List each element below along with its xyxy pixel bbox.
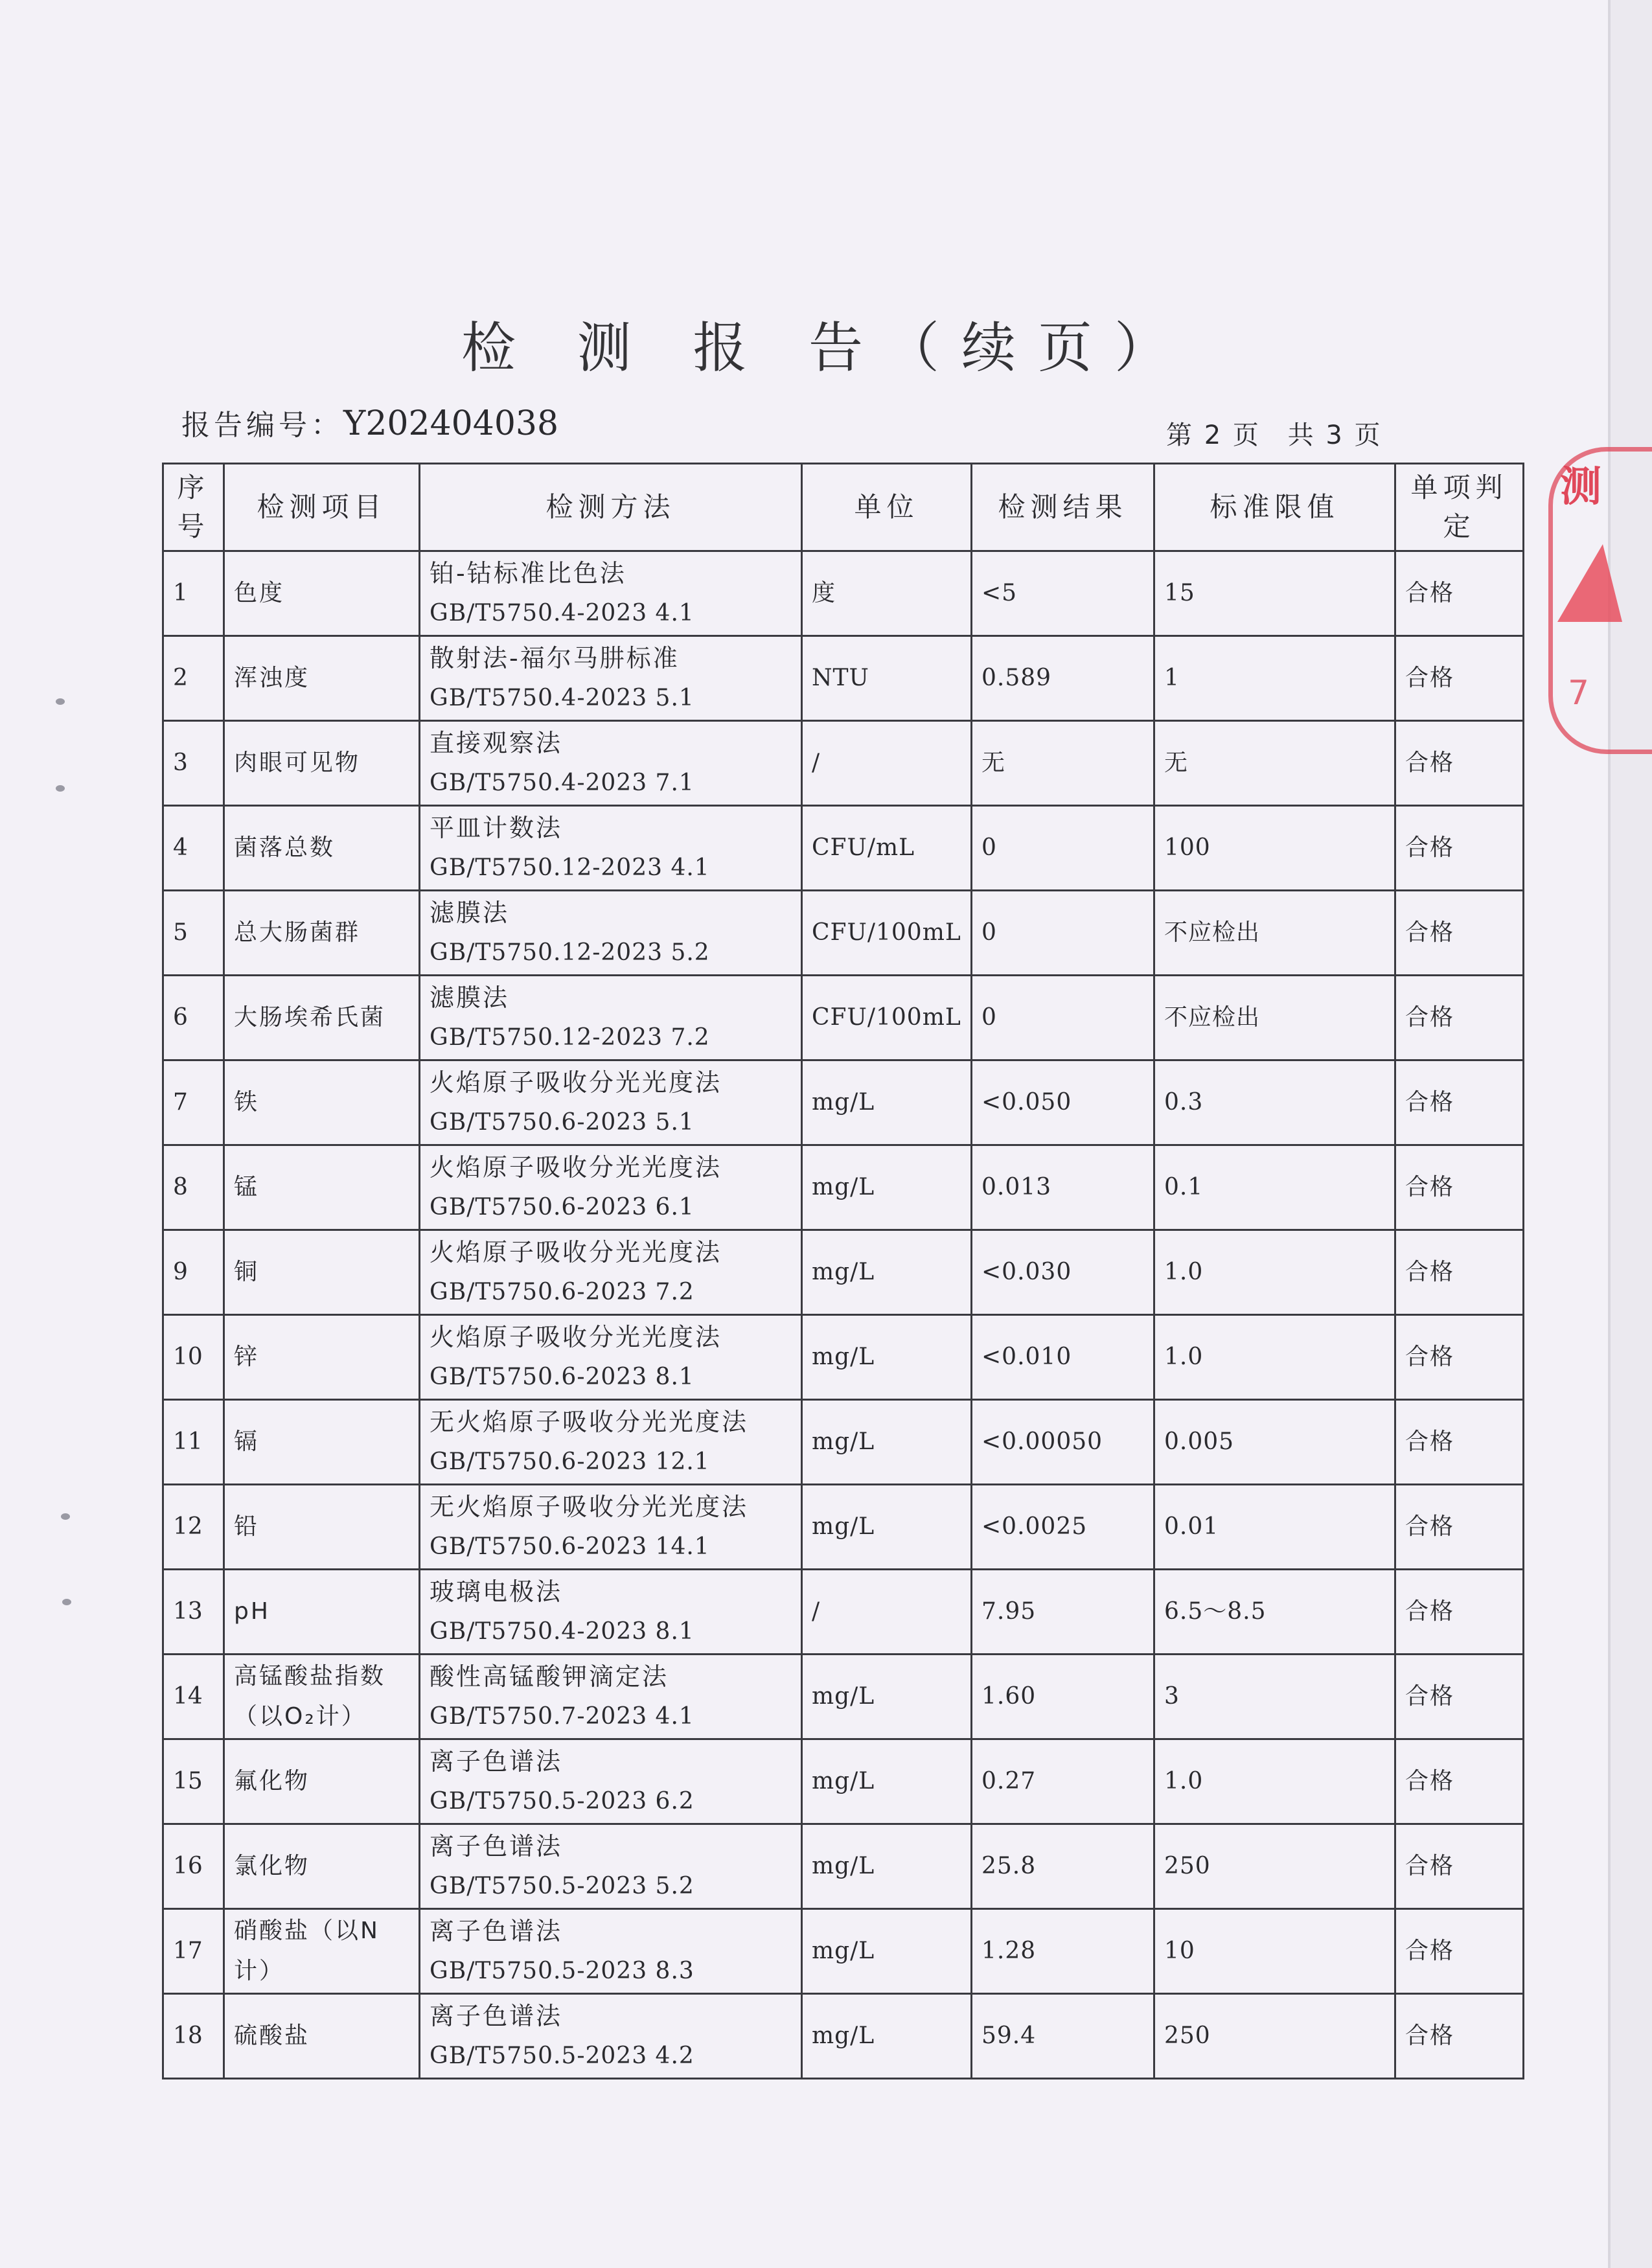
standard-limit: 3	[1154, 1655, 1395, 1739]
method-standard: GB/T5750.4-2023 8.1	[430, 1618, 694, 1645]
standard-limit: 1.0	[1154, 1739, 1395, 1824]
row-number: 2	[163, 636, 224, 721]
method-standard: GB/T5750.6-2023 6.1	[430, 1194, 694, 1220]
test-method	[420, 1145, 802, 1230]
judgement: 合格	[1395, 1909, 1524, 1994]
test-method	[420, 1060, 802, 1145]
table-row	[163, 806, 1524, 891]
method-name: 火焰原子吸收分光光度法	[430, 1238, 722, 1266]
table-row	[163, 1570, 1524, 1655]
unit: /	[802, 1570, 972, 1655]
table-row	[163, 1655, 1524, 1739]
unit: CFU/100mL	[802, 976, 972, 1060]
test-method	[420, 636, 802, 721]
test-method	[420, 1230, 802, 1315]
table-row	[163, 1230, 1524, 1315]
header-no: 序号	[163, 464, 224, 551]
method-name: 直接观察法	[430, 729, 563, 757]
method-standard: GB/T5750.5-2023 8.3	[430, 1958, 694, 1984]
test-results-table	[162, 463, 1524, 2079]
test-item: 锰	[224, 1145, 420, 1230]
judgement: 合格	[1395, 1060, 1524, 1145]
method-name: 滤膜法	[430, 983, 510, 1012]
unit: NTU	[802, 636, 972, 721]
judgement: 合格	[1395, 1570, 1524, 1655]
standard-limit: 0.3	[1154, 1060, 1395, 1145]
report-number-label: 报告编号：	[181, 409, 343, 442]
test-result: 0	[972, 976, 1154, 1060]
test-method	[420, 1909, 802, 1994]
test-item: 色度	[224, 551, 420, 636]
table-row	[163, 1994, 1524, 2079]
test-item: 氯化物	[224, 1824, 420, 1909]
method-name: 无火焰原子吸收分光光度法	[430, 1493, 749, 1521]
test-result: <0.050	[972, 1060, 1154, 1145]
row-number: 14	[163, 1655, 224, 1739]
row-number: 1	[163, 551, 224, 636]
test-item: 铜	[224, 1230, 420, 1315]
test-method	[420, 1994, 802, 2079]
standard-limit: 1	[1154, 636, 1395, 721]
test-result: 0.27	[972, 1739, 1154, 1824]
header-unit: 单位	[802, 464, 972, 551]
standard-limit: 无	[1154, 721, 1395, 806]
unit: mg/L	[802, 1994, 972, 2079]
page-number: 第 2 页	[1166, 420, 1259, 450]
method-standard: GB/T5750.4-2023 7.1	[430, 770, 694, 796]
row-number: 10	[163, 1315, 224, 1400]
unit: mg/L	[802, 1909, 972, 1994]
table-row	[163, 1739, 1524, 1824]
method-name: 离子色谱法	[430, 2002, 563, 2030]
table-row	[163, 976, 1524, 1060]
table-row	[163, 1824, 1524, 1909]
table-row	[163, 636, 1524, 721]
header-method: 检测方法	[420, 464, 802, 551]
test-result: 1.28	[972, 1909, 1154, 1994]
standard-limit: 250	[1154, 1824, 1395, 1909]
standard-limit: 15	[1154, 551, 1395, 636]
row-number: 9	[163, 1230, 224, 1315]
unit: mg/L	[802, 1655, 972, 1739]
table-header-row	[163, 464, 1524, 551]
test-result: <0.010	[972, 1315, 1154, 1400]
judgement: 合格	[1395, 806, 1524, 891]
judgement: 合格	[1395, 1315, 1524, 1400]
method-name: 离子色谱法	[430, 1747, 563, 1776]
method-name: 离子色谱法	[430, 1917, 563, 1945]
judgement: 合格	[1395, 891, 1524, 976]
report-title: 检 测 报 告（续页）	[461, 316, 1191, 380]
unit: mg/L	[802, 1230, 972, 1315]
method-name: 火焰原子吸收分光光度法	[430, 1068, 722, 1097]
test-item: 浑浊度	[224, 636, 420, 721]
test-result: <0.00050	[972, 1400, 1154, 1485]
unit: mg/L	[802, 1824, 972, 1909]
test-method	[420, 1315, 802, 1400]
test-item: 硫酸盐	[224, 1994, 420, 2079]
test-result: <5	[972, 551, 1154, 636]
row-number: 3	[163, 721, 224, 806]
table-row	[163, 551, 1524, 636]
unit: mg/L	[802, 1060, 972, 1145]
test-method	[420, 976, 802, 1060]
standard-limit: 不应检出	[1154, 891, 1395, 976]
test-method	[420, 1739, 802, 1824]
test-method	[420, 551, 802, 636]
test-result: 无	[972, 721, 1154, 806]
standard-limit: 1.0	[1154, 1230, 1395, 1315]
row-number: 11	[163, 1400, 224, 1485]
unit: mg/L	[802, 1315, 972, 1400]
judgement: 合格	[1395, 1230, 1524, 1315]
seal-text-top: 测	[1560, 463, 1601, 511]
method-name: 平皿计数法	[430, 814, 563, 842]
test-result: 59.4	[972, 1994, 1154, 2079]
table-row	[163, 1315, 1524, 1400]
test-result: 0.013	[972, 1145, 1154, 1230]
seal-text-bottom: 7	[1568, 674, 1590, 713]
standard-limit: 0.005	[1154, 1400, 1395, 1485]
row-number: 5	[163, 891, 224, 976]
test-item: 铁	[224, 1060, 420, 1145]
method-name: 铂-钴标准比色法	[430, 559, 626, 588]
unit: /	[802, 721, 972, 806]
test-item: 菌落总数	[224, 806, 420, 891]
test-item: 铅	[224, 1485, 420, 1570]
test-method	[420, 891, 802, 976]
report-number-line	[181, 402, 558, 443]
test-method	[420, 1655, 802, 1739]
method-name: 离子色谱法	[430, 1832, 563, 1861]
table-row	[163, 1060, 1524, 1145]
standard-limit: 10	[1154, 1909, 1395, 1994]
judgement: 合格	[1395, 1485, 1524, 1570]
standard-limit: 100	[1154, 806, 1395, 891]
test-item: 高锰酸盐指数（以O₂计）	[224, 1655, 420, 1739]
test-item: pH	[224, 1570, 420, 1655]
judgement: 合格	[1395, 721, 1524, 806]
method-standard: GB/T5750.6-2023 5.1	[430, 1109, 694, 1136]
test-item: 硝酸盐（以N计）	[224, 1909, 420, 1994]
page-indicator	[1166, 415, 1397, 452]
test-result: <0.030	[972, 1230, 1154, 1315]
method-standard: GB/T5750.6-2023 12.1	[430, 1449, 710, 1475]
test-item: 总大肠菌群	[224, 891, 420, 976]
judgement: 合格	[1395, 636, 1524, 721]
method-standard: GB/T5750.6-2023 8.1	[430, 1364, 694, 1390]
test-method	[420, 1400, 802, 1485]
unit: mg/L	[802, 1485, 972, 1570]
method-name: 酸性高锰酸钾滴定法	[430, 1662, 669, 1691]
standard-limit: 0.1	[1154, 1145, 1395, 1230]
table-row	[163, 891, 1524, 976]
test-result: 1.60	[972, 1655, 1154, 1739]
row-number: 8	[163, 1145, 224, 1230]
method-name: 火焰原子吸收分光光度法	[430, 1323, 722, 1351]
standard-limit: 1.0	[1154, 1315, 1395, 1400]
judgement: 合格	[1395, 551, 1524, 636]
method-standard: GB/T5750.6-2023 7.2	[430, 1279, 694, 1305]
test-item: 氟化物	[224, 1739, 420, 1824]
judgement: 合格	[1395, 1145, 1524, 1230]
row-number: 16	[163, 1824, 224, 1909]
method-standard: GB/T5750.5-2023 6.2	[430, 1788, 694, 1815]
seal-star-icon	[1557, 544, 1622, 622]
method-standard: GB/T5750.4-2023 4.1	[430, 600, 694, 626]
row-number: 18	[163, 1994, 224, 2079]
test-item: 镉	[224, 1400, 420, 1485]
method-standard: GB/T5750.5-2023 4.2	[430, 2043, 694, 2069]
method-standard: GB/T5750.6-2023 14.1	[430, 1533, 710, 1560]
test-method	[420, 1485, 802, 1570]
test-result: 25.8	[972, 1824, 1154, 1909]
row-number: 6	[163, 976, 224, 1060]
standard-limit: 不应检出	[1154, 976, 1395, 1060]
table-row	[163, 721, 1524, 806]
standard-limit: 250	[1154, 1994, 1395, 2079]
unit: 度	[802, 551, 972, 636]
method-name: 无火焰原子吸收分光光度法	[430, 1408, 749, 1436]
table-row	[163, 1145, 1524, 1230]
test-method	[420, 721, 802, 806]
judgement: 合格	[1395, 1655, 1524, 1739]
header-result: 检测结果	[972, 464, 1154, 551]
report-number: Y202404038	[343, 404, 559, 443]
test-result: 0	[972, 891, 1154, 976]
test-method	[420, 806, 802, 891]
test-item: 肉眼可见物	[224, 721, 420, 806]
test-result: 0.589	[972, 636, 1154, 721]
test-result: 0	[972, 806, 1154, 891]
table-row	[163, 1485, 1524, 1570]
test-item: 锌	[224, 1315, 420, 1400]
unit: CFU/mL	[802, 806, 972, 891]
method-standard: GB/T5750.7-2023 4.1	[430, 1703, 694, 1730]
standard-limit: 0.01	[1154, 1485, 1395, 1570]
unit: mg/L	[802, 1400, 972, 1485]
judgement: 合格	[1395, 1994, 1524, 2079]
row-number: 12	[163, 1485, 224, 1570]
row-number: 15	[163, 1739, 224, 1824]
method-standard: GB/T5750.12-2023 7.2	[430, 1024, 710, 1051]
table-row	[163, 1400, 1524, 1485]
method-standard: GB/T5750.12-2023 5.2	[430, 939, 710, 966]
test-item: 大肠埃希氏菌	[224, 976, 420, 1060]
header-item: 检测项目	[224, 464, 420, 551]
method-standard: GB/T5750.4-2023 5.1	[430, 685, 694, 711]
method-name: 玻璃电极法	[430, 1577, 563, 1606]
standard-limit: 6.5～8.5	[1154, 1570, 1395, 1655]
row-number: 4	[163, 806, 224, 891]
test-result: 7.95	[972, 1570, 1154, 1655]
unit: mg/L	[802, 1739, 972, 1824]
unit: CFU/100mL	[802, 891, 972, 976]
unit: mg/L	[802, 1145, 972, 1230]
test-method	[420, 1824, 802, 1909]
row-number: 7	[163, 1060, 224, 1145]
page-total: 共 3 页	[1287, 420, 1381, 450]
method-name: 滤膜法	[430, 899, 510, 927]
method-name: 火焰原子吸收分光光度法	[430, 1153, 722, 1182]
test-method	[420, 1570, 802, 1655]
method-standard: GB/T5750.5-2023 5.2	[430, 1873, 694, 1899]
judgement: 合格	[1395, 1400, 1524, 1485]
header-judgement: 单项判定	[1395, 464, 1524, 551]
row-number: 17	[163, 1909, 224, 1994]
table-row	[163, 1909, 1524, 1994]
judgement: 合格	[1395, 1824, 1524, 1909]
method-standard: GB/T5750.12-2023 4.1	[430, 854, 710, 881]
method-name: 散射法-福尔马肼标准	[430, 644, 680, 672]
test-result: <0.0025	[972, 1485, 1154, 1570]
judgement: 合格	[1395, 1739, 1524, 1824]
header-limit: 标准限值	[1154, 464, 1395, 551]
judgement: 合格	[1395, 976, 1524, 1060]
row-number: 13	[163, 1570, 224, 1655]
